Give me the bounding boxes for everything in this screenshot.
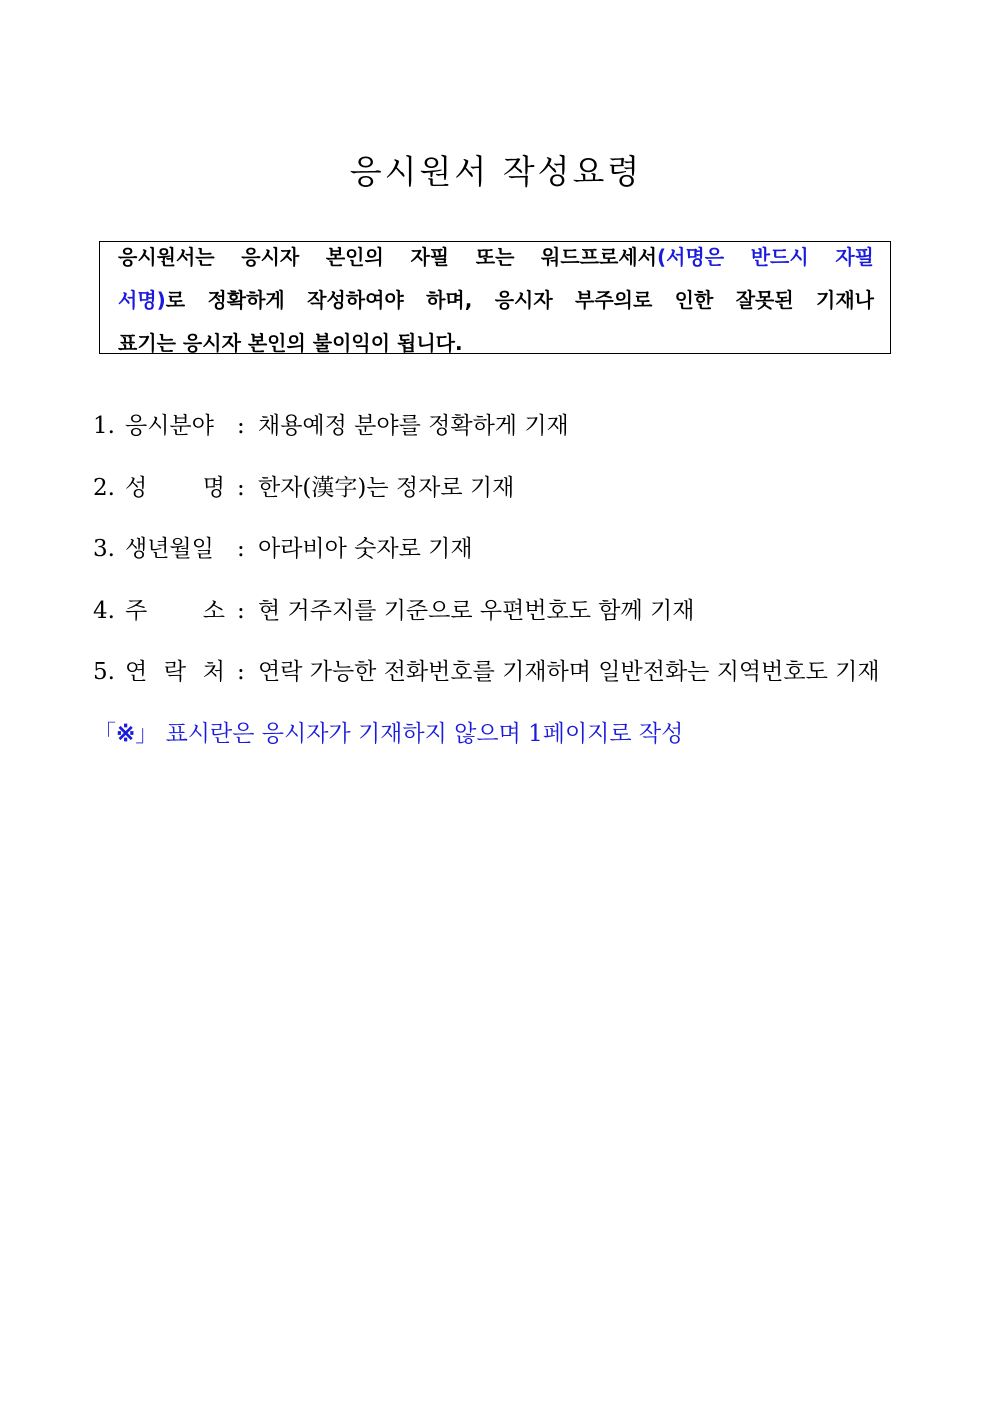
item-number: 5.: [93, 659, 115, 685]
item-label: 연 락 처: [125, 659, 225, 685]
page-title: 응시원서 작성요령: [349, 152, 643, 191]
item-number: 3.: [93, 536, 115, 562]
item-number: 4.: [93, 598, 115, 624]
item-value: 채용예정 분야를 정확하게 기재: [258, 413, 569, 439]
notice-text: 응시원서는 응시자 본인의 자필 또는 워드프로세서: [118, 245, 657, 269]
notice-signature-text: (서명은 반드시 자필: [656, 245, 874, 269]
item-colon: :: [237, 598, 245, 624]
bracket-open: 「: [93, 721, 116, 747]
notice-box: [99, 241, 891, 354]
item-label: 응시분야: [125, 413, 214, 439]
item-value: 한자(漢字)는 정자로 기재: [258, 475, 515, 501]
notice-line-3: 표기는 응시자 본인의 불이익이 됩니다.: [118, 331, 463, 355]
note-line: [93, 716, 683, 752]
item-colon: :: [237, 536, 245, 562]
item-colon: :: [237, 413, 245, 439]
reference-mark-icon: ※: [116, 720, 136, 747]
item-label: 성 명: [125, 475, 225, 501]
item-value: 아라비아 숫자로 기재: [258, 536, 473, 562]
item-value: 연락 가능한 전화번호를 기재하며 일반전화는 지역번호도 기재: [258, 659, 880, 685]
item-colon: :: [237, 475, 245, 501]
item-value: 현 거주지를 기준으로 우편번호도 함께 기재: [258, 598, 695, 624]
bracket-close: 」: [135, 721, 159, 747]
notice-line-1: [118, 242, 874, 285]
item-colon: :: [237, 659, 245, 685]
note-text: 표시란은 응시자가 기재하지 않으며 1페이지로 작성: [158, 721, 684, 747]
item-label: 주 소: [125, 598, 225, 624]
notice-text: 로 정확하게 작성하여야 하며, 응시자 부주의로 인한 잘못된 기재나: [165, 288, 874, 312]
notice-line-2: [118, 285, 874, 328]
item-number: 2.: [93, 475, 115, 501]
item-number: 1.: [93, 413, 115, 439]
item-label: 생년월일: [125, 536, 214, 562]
notice-signature-text: 서명): [118, 288, 166, 312]
